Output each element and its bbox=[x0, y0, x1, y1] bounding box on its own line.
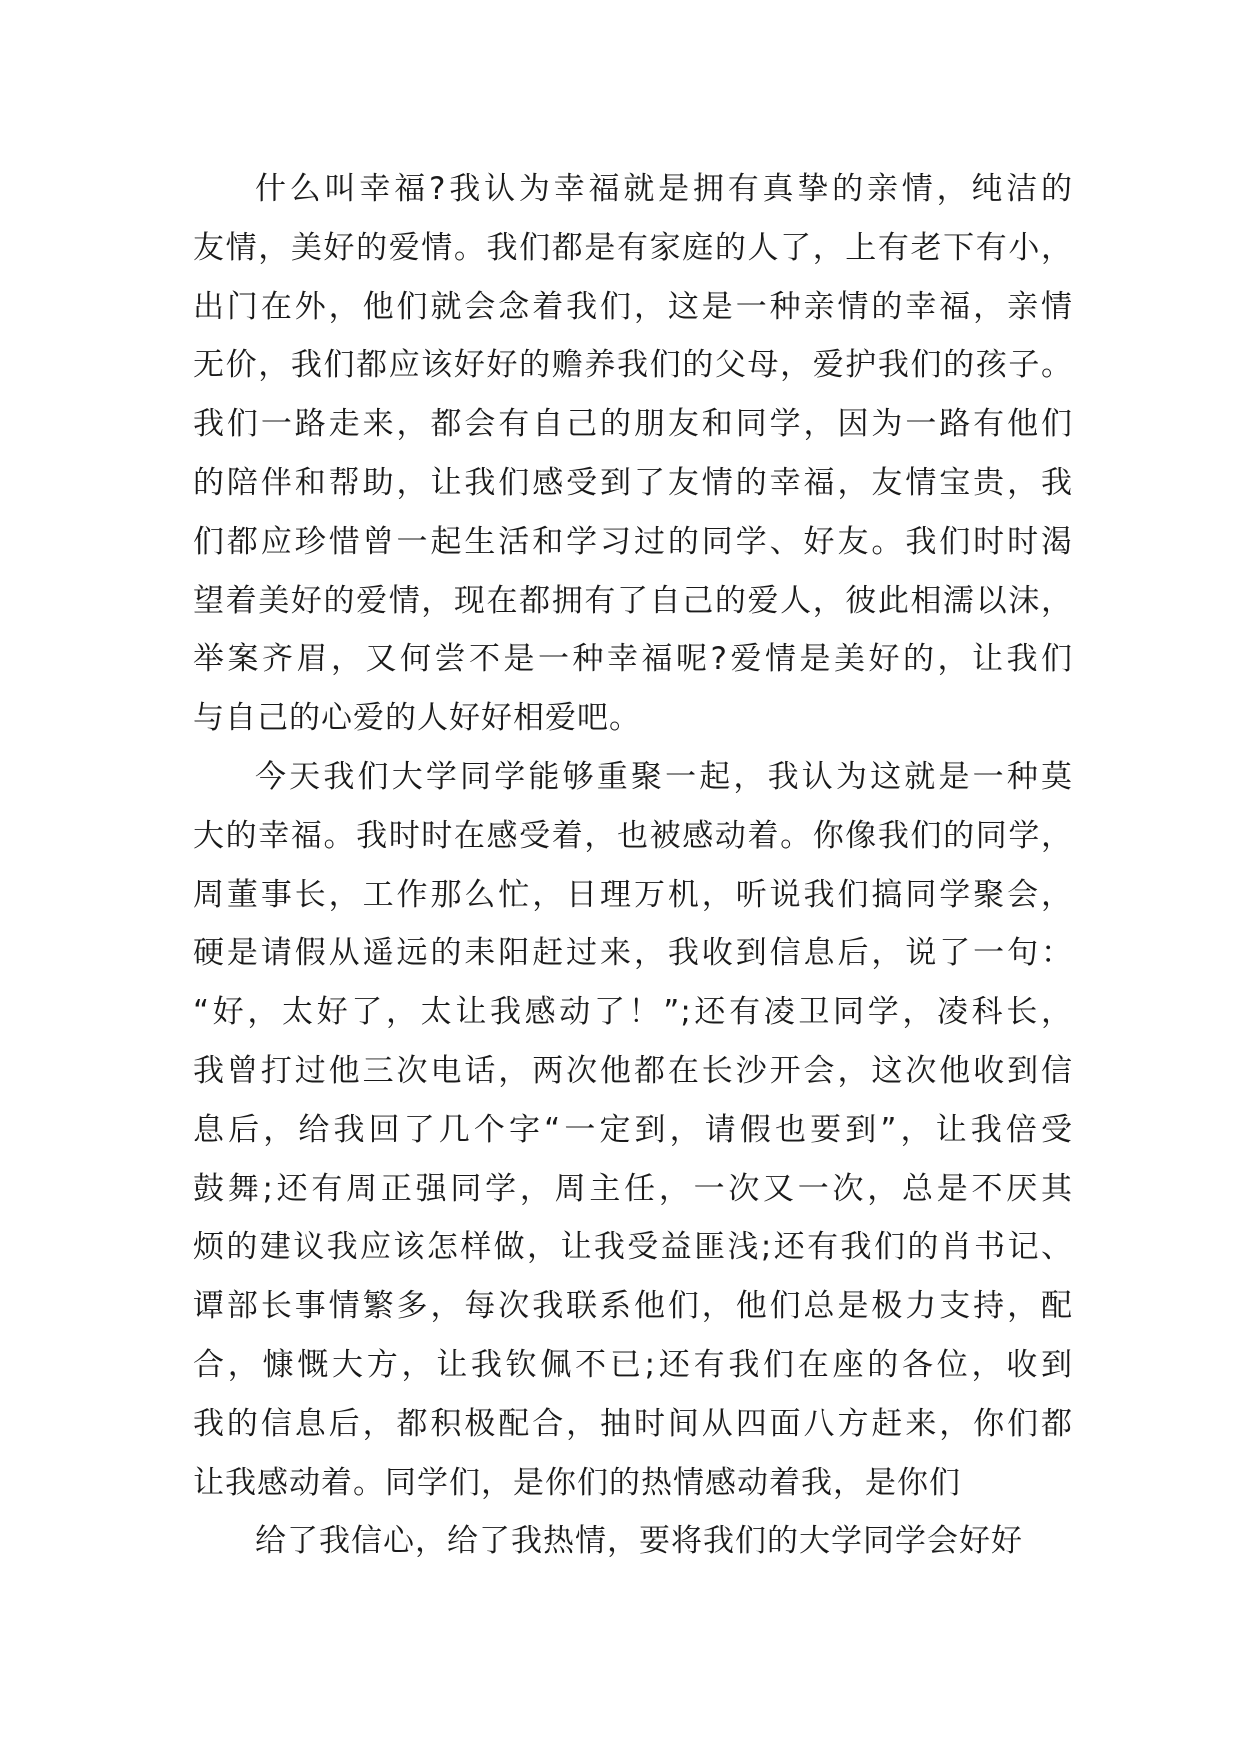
text-line: 我曾打过他三次电话，两次他都在长沙开会，这次他收到信 bbox=[193, 1052, 1073, 1089]
paragraph-1 bbox=[193, 160, 1073, 748]
text-line: 无价，我们都应该好好的赡养我们的父母，爱护我们的孩子。 bbox=[193, 347, 1073, 384]
body-text bbox=[193, 160, 1073, 1571]
text-line: 烦的建议我应该怎样做，让我受益匪浅;还有我们的肖书记、 bbox=[193, 1229, 1073, 1266]
text-line: 什么叫幸福?我认为幸福就是拥有真挚的亲情，纯洁的 bbox=[255, 171, 1073, 207]
text-line: 我们一路走来，都会有自己的朋友和同学，因为一路有他们 bbox=[193, 406, 1073, 443]
text-line: 们都应珍惜曾一起生活和学习过的同学、好友。我们时时渴 bbox=[193, 523, 1073, 560]
text-line: 给了我信心，给了我热情，要将我们的大学同学会好好 bbox=[255, 1523, 1023, 1560]
text-line: 大的幸福。我时时在感受着，也被感动着。你像我们的同学， bbox=[193, 817, 1073, 854]
text-line: 合，慷慨大方，让我钦佩不已;还有我们在座的各位，收到 bbox=[193, 1346, 1073, 1383]
text-line: 周董事长，工作那么忙，日理万机，听说我们搞同学聚会， bbox=[193, 876, 1073, 913]
text-line: 我的信息后，都积极配合，抽时间从四面八方赶来，你们都 bbox=[193, 1405, 1073, 1442]
text-line: 今天我们大学同学能够重聚一起，我认为这就是一种莫 bbox=[255, 758, 1073, 795]
paragraph-3 bbox=[193, 1512, 1073, 1571]
text-line: 的陪伴和帮助，让我们感受到了友情的幸福，友情宝贵，我 bbox=[193, 464, 1073, 501]
paragraph-2 bbox=[193, 748, 1073, 1512]
text-line: 息后，给我回了几个字“一定到，请假也要到”，让我倍受 bbox=[193, 1111, 1073, 1148]
text-line: 让我感动着。同学们，是你们的热情感动着我，是你们 bbox=[193, 1464, 961, 1501]
text-line: “好，太好了，太让我感动了！”;还有凌卫同学，凌科长， bbox=[193, 994, 1073, 1031]
text-line: 硬是请假从遥远的耒阳赶过来，我收到信息后，说了一句： bbox=[193, 935, 1073, 972]
text-line: 举案齐眉，又何尝不是一种幸福呢?爱情是美好的，让我们 bbox=[193, 641, 1073, 678]
text-line: 谭部长事情繁多，每次我联系他们，他们总是极力支持，配 bbox=[193, 1288, 1073, 1325]
text-line: 友情，美好的爱情。我们都是有家庭的人了，上有老下有小， bbox=[193, 229, 1073, 266]
text-line: 鼓舞;还有周正强同学，周主任，一次又一次，总是不厌其 bbox=[193, 1170, 1073, 1207]
text-line: 出门在外，他们就会念着我们，这是一种亲情的幸福，亲情 bbox=[193, 288, 1073, 325]
text-line: 望着美好的爱情，现在都拥有了自己的爱人，彼此相濡以沫， bbox=[193, 582, 1073, 619]
text-line: 与自己的心爱的人好好相爱吧。 bbox=[193, 700, 641, 737]
